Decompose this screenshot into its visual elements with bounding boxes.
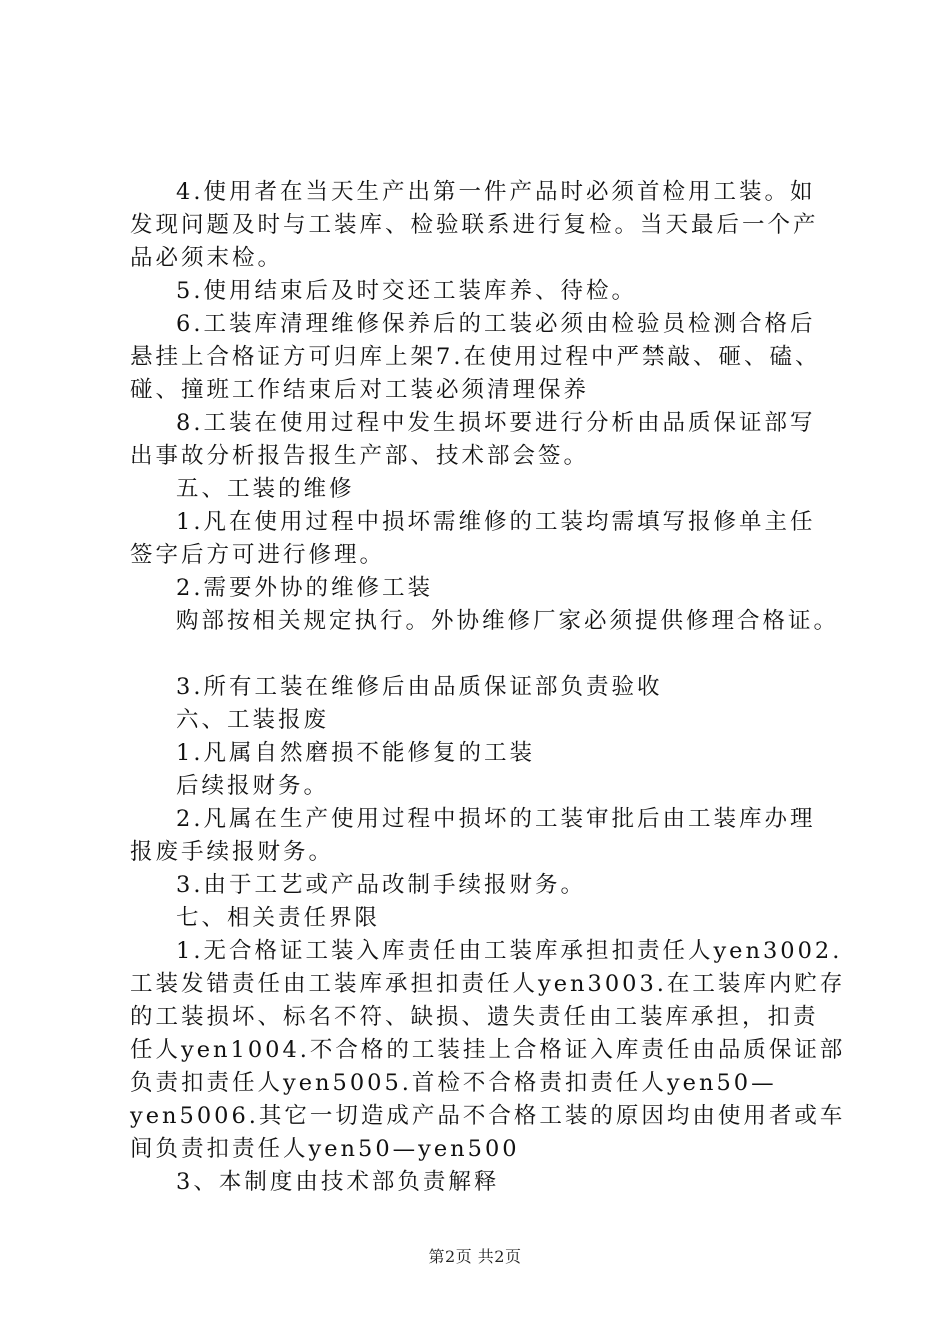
text-line: 工装发错责任由工装库承担扣责任人yen3003.在工装库内贮存: [130, 971, 846, 997]
text-line: 品必须末检。: [130, 245, 284, 271]
text-line: 发现问题及时与工装库、检验联系进行复检。当天最后一个产: [130, 212, 819, 238]
text-line: 4.使用者在当天生产出第一件产品时必须首检用工装。如: [176, 179, 816, 205]
text-line: 6.工装库清理维修保养后的工装必须由检验员检测合格后: [176, 311, 816, 337]
text-line: 的工装损坏、标名不符、缺损、遗失责任由工装库承担，扣责: [130, 1004, 819, 1030]
text-line: 报废手续报财务。: [130, 839, 335, 865]
text-line: 负责扣责任人yen5005.首检不合格责扣责任人yen50—: [130, 1070, 777, 1096]
text-line: 2.凡属在生产使用过程中损坏的工装审批后由工装库办理: [176, 806, 816, 832]
text-line: 悬挂上合格证方可归库上架7.在使用过程中严禁敲、砸、磕、: [130, 344, 821, 370]
text-line: 后续报财务。: [176, 773, 330, 799]
page-footer: 第2页 共2页: [428, 1247, 522, 1266]
text-line: 3、本制度由技术部负责解释: [176, 1169, 500, 1195]
text-line: 5.使用结束后及时交还工装库养、待检。: [176, 278, 637, 304]
text-line: 出事故分析报告报生产部、技术部会签。: [130, 443, 590, 469]
text-line: 六、工装报废: [176, 707, 330, 733]
text-line: 五、工装的维修: [176, 476, 355, 502]
text-line: 购部按相关规定执行。外协维修厂家必须提供修理合格证。: [176, 608, 840, 634]
text-line: yen5006.其它一切造成产品不合格工装的原因均由使用者或车: [130, 1103, 846, 1129]
text-line: 七、相关责任界限: [176, 905, 381, 931]
blank-line: [130, 638, 830, 671]
text-line: 1.无合格证工装入库责任由工装库承担扣责任人yen3002.: [176, 938, 843, 964]
text-line: 1.凡在使用过程中损坏需维修的工装均需填写报修单主任: [176, 509, 816, 535]
document-body: [130, 176, 846, 1199]
text-line: 间负责扣责任人yen50—yen500: [130, 1136, 520, 1162]
text-line: 2.需要外协的维修工装: [176, 575, 433, 601]
text-line: 碰、撞班工作结束后对工装必须清理保养: [130, 377, 590, 403]
text-line: 1.凡属自然磨损不能修复的工装: [176, 740, 535, 766]
text-line: 3.所有工装在维修后由品质保证部负责验收: [176, 674, 663, 700]
text-line: 签字后方可进行修理。: [130, 542, 386, 568]
text-line: 任人yen1004.不合格的工装挂上合格证入库责任由品质保证部: [130, 1037, 846, 1063]
text-line: 8.工装在使用过程中发生损坏要进行分析由品质保证部写: [176, 410, 816, 436]
text-line: 3.由于工艺或产品改制手续报财务。: [176, 872, 586, 898]
